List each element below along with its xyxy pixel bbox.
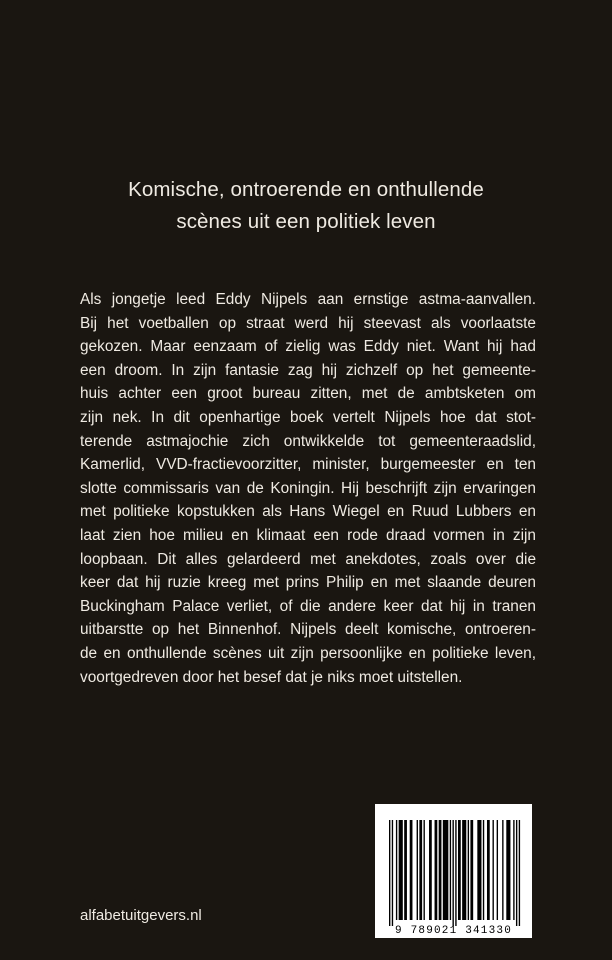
- barcode-bar: [404, 820, 407, 920]
- blurb-line: keer dat hij ruzie kreeg met prins Philip en met slaande deuren: [80, 574, 536, 592]
- blurb-line: de en onthullende scènes uit zijn persoonlijke en politieke leven,: [80, 644, 536, 662]
- barcode-bars: [375, 804, 532, 938]
- barcode-bar: [493, 820, 494, 920]
- isbn-number: 9 789021 341330: [394, 925, 513, 937]
- blurb-line: Kamerlid, VVD-fractievoorzitter, minister, burgemeester en ten: [80, 456, 536, 474]
- blurb-line: huis achter een groot bureau zitten, met de ambtsketen om: [80, 385, 536, 403]
- blurb-line: Bij het voetballen op straat werd hij steevast als voorlaatste: [80, 314, 536, 332]
- blurb-line: terende astmajochie zich ontwikkelde tot gemeenteraadslid,: [80, 432, 536, 450]
- blurb-line: loopbaan. Dit alles gelardeerd met anekdotes, zoals over die: [80, 550, 536, 568]
- barcode-bar: [483, 820, 484, 920]
- blurb-line: voortgedreven door het besef dat je niks moet uitstellen.: [80, 668, 463, 686]
- barcode-bar: [439, 820, 442, 920]
- barcode-bar: [417, 820, 418, 920]
- barcode-bar: [502, 820, 503, 920]
- barcode-bar: [506, 820, 510, 920]
- barcode-bar: [487, 820, 490, 920]
- barcode-bar: [452, 820, 453, 926]
- blurb-line: laat zien hoe milieu en klimaat een rode draad vormen in zijn: [80, 526, 536, 544]
- barcode-bar: [396, 820, 397, 920]
- tagline-line-2: scènes uit een politiek leven: [176, 210, 436, 233]
- barcode-bar: [455, 820, 456, 926]
- blurb-line: een droom. In zijn fantasie zag hij zichzelf op het gemeente-: [80, 361, 536, 379]
- barcode-bar: [513, 820, 514, 920]
- back-cover-blurb: [80, 288, 536, 689]
- barcode-bar: [435, 820, 438, 920]
- publisher-url: alfabetuitgevers.nl: [80, 907, 202, 924]
- blurb-line: Buckingham Palace verliet, of die andere keer dat hij in tranen: [80, 597, 536, 615]
- barcode-bar: [468, 820, 469, 920]
- blurb-line: uitbarstte op het Binnenhof. Nijpels deelt komische, ontroeren-: [80, 621, 536, 639]
- barcode-bar: [443, 820, 449, 920]
- barcode-bar: [392, 820, 393, 926]
- blurb-line: Als jongetje leed Eddy Nijpels aan ernstige astma-aanvallen.: [80, 291, 536, 308]
- tagline: [0, 174, 612, 238]
- blurb-line: gekozen. Maar eenzaam of zielig was Eddy niet. Want hij had: [80, 338, 536, 356]
- isbn-barcode: [375, 804, 532, 938]
- barcode-bar: [450, 820, 451, 920]
- barcode-bar: [389, 820, 390, 926]
- blurb-line: zijn nek. In dit openhartige boek vertelt Nijpels hoe dat stot-: [80, 408, 536, 426]
- barcode-bar: [424, 820, 425, 920]
- barcode-bar: [419, 820, 422, 920]
- blurb-line: slotte commissaris van de Koningin. Hij beschrijft zijn ervaringen: [80, 479, 536, 497]
- barcode-bar: [462, 820, 466, 920]
- tagline-line-1: Komische, ontroerende en onthullende: [128, 178, 484, 201]
- barcode-bar: [458, 820, 461, 920]
- blurb-line: met politieke kopstukken als Hans Wiegel en Ruud Lubbers en: [80, 503, 536, 521]
- barcode-bar: [410, 820, 413, 920]
- barcode-bar: [470, 820, 473, 920]
- barcode-bar: [516, 820, 517, 926]
- barcode-bar: [429, 820, 432, 920]
- barcode-bar: [519, 820, 520, 926]
- barcode-bar: [399, 820, 403, 920]
- barcode-bar: [497, 820, 498, 920]
- barcode-bar: [477, 820, 481, 920]
